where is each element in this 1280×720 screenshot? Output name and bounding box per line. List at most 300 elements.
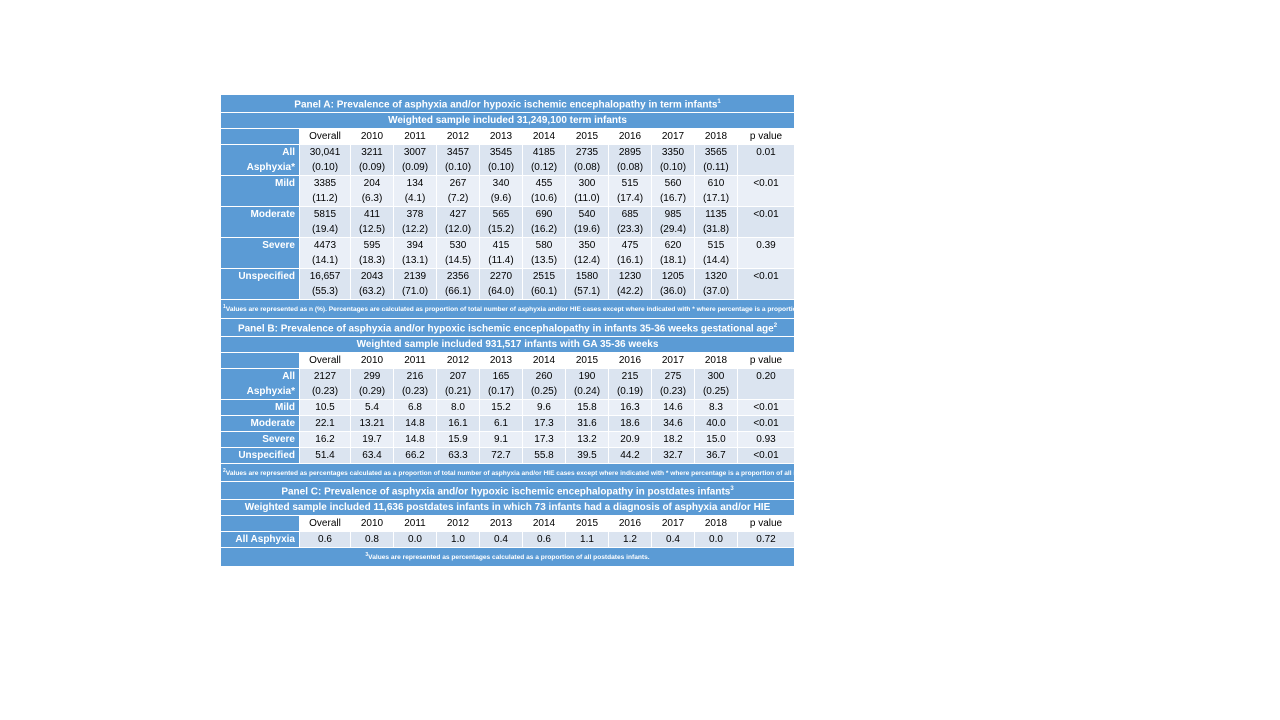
row-label-text: All (282, 147, 295, 159)
row-label-text: All (282, 370, 295, 382)
table-cell (300, 368, 351, 399)
cell-value: 5815 (313, 209, 337, 221)
row-label-text: Unspecified (238, 271, 295, 283)
cell-value: 16.1 (448, 417, 468, 429)
column-header: Overall (300, 129, 351, 145)
cell-value: 3385 (313, 178, 337, 190)
cell-percent: (0.29) (358, 385, 386, 397)
cell-value: 560 (664, 178, 682, 190)
cell-value: 427 (449, 209, 467, 221)
cell-value: 610 (707, 178, 725, 190)
table-cell (300, 238, 351, 269)
cell-value: 16.2 (315, 433, 335, 445)
table-cell (394, 532, 437, 548)
cell-percent: (13.5) (530, 255, 558, 267)
table-cell (695, 431, 738, 447)
column-header: 2013 (480, 352, 523, 368)
cell-value: 14.8 (405, 433, 425, 445)
table-cell (652, 447, 695, 463)
table-cell (609, 399, 652, 415)
cell-value: 34.6 (663, 417, 683, 429)
cell-value: 15.0 (706, 433, 726, 445)
cell-value: 9.1 (494, 433, 508, 445)
cell-percent: (0.09) (358, 162, 386, 174)
cell-value: 2356 (446, 271, 470, 283)
column-header: 2015 (566, 352, 609, 368)
cell-value: <0.01 (753, 449, 779, 461)
table-cell (566, 431, 609, 447)
table-cell (351, 431, 394, 447)
cell-percent: (11.2) (312, 193, 338, 205)
cell-value: 16,657 (309, 271, 341, 283)
cell-percent: (16.1) (616, 255, 644, 267)
table-cell (394, 447, 437, 463)
table-cell (738, 532, 795, 548)
table-cell (523, 399, 566, 415)
table-cell (738, 399, 795, 415)
cell-percent: (15.2) (487, 224, 515, 236)
table-cell (738, 431, 795, 447)
panel-title-footnote-mark: 1 (717, 99, 721, 105)
table-cell (609, 269, 652, 300)
row-label-text: Severe (262, 433, 295, 445)
panel-c-title (221, 482, 795, 500)
cell-value: 31.6 (577, 417, 597, 429)
cell-value: 3565 (704, 147, 728, 159)
table-cell (351, 269, 394, 300)
row-label (221, 431, 300, 447)
row-label (221, 145, 300, 176)
table-cell (566, 415, 609, 431)
cell-value: 55.8 (534, 449, 554, 461)
panel-c-sample-row (221, 500, 795, 516)
cell-value: 134 (406, 178, 424, 190)
table-cell (652, 532, 695, 548)
cell-percent: (12.0) (444, 224, 472, 236)
cell-value: 2139 (403, 271, 427, 283)
cell-value: 6.1 (494, 417, 508, 429)
row-label (221, 238, 300, 269)
column-header-row (221, 352, 795, 368)
footnote-text: Values are represented as percentages calculated as a proportion of total number of asphyxia and/or HIE cases except where indicated with * where percentage is a proportion of all infants with GA 35-36. (225, 470, 863, 478)
table-row (221, 145, 795, 176)
cell-percent: (64.0) (487, 286, 515, 298)
footnote-row (221, 300, 795, 318)
cell-value: 475 (621, 240, 639, 252)
table-cell (480, 431, 523, 447)
table-cell (609, 415, 652, 431)
table-cell (480, 447, 523, 463)
panel-b-title (221, 318, 795, 336)
cell-value: 18.2 (663, 433, 683, 445)
cell-value: 51.4 (315, 449, 335, 461)
cell-value: 63.4 (362, 449, 382, 461)
table-cell (609, 145, 652, 176)
table-cell (652, 145, 695, 176)
table-cell (300, 399, 351, 415)
table-cell (437, 176, 480, 207)
column-header: 2018 (695, 352, 738, 368)
cell-value: 1320 (704, 271, 728, 283)
table-row (221, 176, 795, 207)
column-header: 2017 (652, 352, 695, 368)
cell-percent: (0.09) (401, 162, 429, 174)
cell-percent: (71.0) (401, 286, 429, 298)
table-cell (300, 447, 351, 463)
cell-value: 0.0 (408, 534, 422, 546)
table-cell (695, 368, 738, 399)
cell-percent: (19.6) (573, 224, 601, 236)
cell-value: 20.9 (620, 433, 640, 445)
table-cell (394, 207, 437, 238)
column-header: 2017 (652, 516, 695, 532)
cell-percent: (10.6) (530, 193, 558, 205)
table-cell (437, 415, 480, 431)
column-header: 2014 (523, 129, 566, 145)
cell-value: 300 (707, 370, 725, 382)
cell-percent: (0.19) (616, 385, 644, 397)
column-header: 2016 (609, 516, 652, 532)
table-cell (609, 431, 652, 447)
cell-percent: (0.10) (311, 162, 339, 174)
cell-percent: (18.3) (358, 255, 386, 267)
table-cell (437, 399, 480, 415)
column-header: 2016 (609, 129, 652, 145)
cell-value: 190 (578, 370, 596, 382)
cell-percent: (63.2) (358, 286, 386, 298)
table-cell (652, 415, 695, 431)
column-header: 2014 (523, 352, 566, 368)
cell-percent: (0.08) (616, 162, 644, 174)
table-cell (437, 368, 480, 399)
table-cell (738, 415, 795, 431)
cell-value: 72.7 (491, 449, 511, 461)
cell-value: <0.01 (753, 401, 779, 413)
cell-value: 17.3 (534, 417, 554, 429)
cell-value: 1205 (661, 271, 685, 283)
table-cell (300, 145, 351, 176)
cell-value: 1.0 (451, 534, 465, 546)
table-cell (437, 431, 480, 447)
table-cell (566, 145, 609, 176)
cell-value: 6.8 (408, 401, 422, 413)
column-header: p value (738, 516, 795, 532)
column-header: 2010 (351, 352, 394, 368)
table-cell (523, 532, 566, 548)
panel-b-title-row (221, 318, 795, 336)
cell-value: 215 (621, 370, 639, 382)
cell-value: <0.01 (753, 417, 779, 429)
cell-percent: (0.10) (659, 162, 687, 174)
cell-value: 0.6 (537, 534, 551, 546)
cell-value: 18.6 (620, 417, 640, 429)
cell-value: <0.01 (753, 178, 779, 190)
cell-percent: (0.10) (487, 162, 515, 174)
footnote-mark: 3 (365, 552, 369, 559)
table-cell (652, 176, 695, 207)
table-cell (480, 269, 523, 300)
cell-value: 204 (363, 178, 381, 190)
cell-value: 14.8 (405, 417, 425, 429)
cell-percent: (0.25) (530, 385, 558, 397)
table-cell (394, 269, 437, 300)
cell-percent: (0.08) (573, 162, 601, 174)
cell-percent: (0.10) (444, 162, 472, 174)
table-cell (652, 431, 695, 447)
cell-percent: (0.24) (573, 385, 601, 397)
table-cell (652, 207, 695, 238)
table-cell (652, 368, 695, 399)
cell-percent: (0.25) (702, 385, 730, 397)
cell-value: 22.1 (315, 417, 335, 429)
table-cell (437, 238, 480, 269)
footnote-mark: 1 (223, 304, 226, 311)
cell-value: 3350 (661, 147, 685, 159)
table-cell (300, 176, 351, 207)
cell-value: 350 (578, 240, 596, 252)
cell-percent: (36.0) (659, 286, 687, 298)
row-label-text: Moderate (250, 209, 295, 221)
table-cell (738, 238, 795, 269)
column-header: 2015 (566, 129, 609, 145)
cell-percent: (11.0) (574, 193, 600, 205)
table-cell (566, 238, 609, 269)
cell-percent: (16.7) (659, 193, 687, 205)
table-cell (695, 399, 738, 415)
table-cell (566, 399, 609, 415)
cell-value: 165 (492, 370, 510, 382)
column-header: 2017 (652, 129, 695, 145)
cell-value: 0.72 (756, 534, 776, 546)
row-label (221, 176, 300, 207)
cell-value: 207 (449, 370, 467, 382)
panel-title-footnote-mark: 3 (730, 486, 734, 493)
cell-value: 685 (621, 209, 639, 221)
panel-title-text: Panel B: Prevalence of asphyxia and/or hypoxic ischemic encephalopathy in infants 35-36 weeks gestational age (237, 322, 774, 334)
cell-value: 14.6 (663, 401, 683, 413)
cell-value: 17.3 (534, 433, 554, 445)
table-cell (652, 238, 695, 269)
table-cell (652, 269, 695, 300)
panel-sample-text: Weighted sample included 31,249,100 term infants (221, 113, 795, 129)
cell-percent: (14.4) (702, 255, 730, 267)
table-row (221, 368, 795, 399)
table-cell (480, 145, 523, 176)
table-cell (609, 447, 652, 463)
header-blank-cell (221, 352, 300, 368)
table-cell (523, 447, 566, 463)
cell-value: 415 (492, 240, 510, 252)
cell-value: 2735 (575, 147, 599, 159)
column-header-row (221, 516, 795, 532)
table-cell (351, 238, 394, 269)
footnote-mark: 2 (223, 467, 226, 474)
row-label (221, 399, 300, 415)
table-cell (523, 176, 566, 207)
cell-percent: (0.21) (444, 385, 472, 397)
row-label-text: Mild (275, 178, 295, 190)
table-cell (695, 176, 738, 207)
cell-value: 580 (535, 240, 553, 252)
table-cell (566, 532, 609, 548)
column-header: 2012 (437, 129, 480, 145)
footnote-row (221, 548, 795, 566)
cell-value: <0.01 (753, 209, 779, 221)
table-cell (695, 269, 738, 300)
cell-value: 2270 (489, 271, 513, 283)
column-header: 2018 (695, 516, 738, 532)
cell-value: 40.0 (706, 417, 726, 429)
table-cell (437, 207, 480, 238)
cell-value: 540 (578, 209, 596, 221)
table-cell (652, 399, 695, 415)
footnote (221, 300, 860, 318)
cell-value: 1.2 (623, 534, 637, 546)
cell-value: 15.8 (577, 401, 597, 413)
row-label (221, 447, 300, 463)
cell-value: 0.01 (756, 147, 776, 159)
table-cell (480, 238, 523, 269)
cell-percent: (57.1) (573, 286, 601, 298)
cell-value: 2515 (532, 271, 556, 283)
cell-value: 63.3 (448, 449, 468, 461)
cell-value: 620 (664, 240, 682, 252)
column-header: 2018 (695, 129, 738, 145)
cell-value: 15.2 (491, 401, 511, 413)
cell-percent: (16.2) (530, 224, 558, 236)
cell-percent: (6.3) (361, 193, 383, 205)
cell-value: 1580 (575, 271, 599, 283)
table-cell (695, 532, 738, 548)
table-cell (523, 145, 566, 176)
table-cell (523, 269, 566, 300)
table-cell (695, 238, 738, 269)
cell-value: <0.01 (753, 271, 779, 283)
table-cell (351, 207, 394, 238)
row-label-text: Mild (275, 401, 295, 413)
cell-percent: (14.1) (311, 255, 339, 267)
cell-value: 4473 (313, 240, 337, 252)
cell-value: 340 (492, 178, 510, 190)
table-cell (523, 238, 566, 269)
cell-value: 66.2 (405, 449, 425, 461)
prevalence-table (220, 94, 863, 567)
row-label (221, 368, 300, 399)
cell-percent: (23.3) (616, 224, 644, 236)
table-cell (523, 415, 566, 431)
cell-value: 378 (406, 209, 424, 221)
table-cell (351, 415, 394, 431)
cell-value: 565 (492, 209, 510, 221)
row-label (221, 269, 300, 300)
table-cell (738, 269, 795, 300)
row-label (221, 415, 300, 431)
panel-title-text: Panel C: Prevalence of asphyxia and/or hypoxic ischemic encephalopathy in postdates infants (281, 486, 731, 498)
table-cell (738, 176, 795, 207)
row-label-text: Unspecified (238, 449, 295, 461)
cell-percent: (0.23) (401, 385, 429, 397)
cell-percent: (42.2) (616, 286, 644, 298)
column-header: 2014 (523, 516, 566, 532)
column-header: p value (738, 352, 795, 368)
column-header: 2012 (437, 516, 480, 532)
column-header: 2013 (480, 129, 523, 145)
row-label (221, 207, 300, 238)
table-cell (738, 207, 795, 238)
cell-value: 3545 (489, 147, 513, 159)
table-cell (695, 207, 738, 238)
cell-value: 2127 (313, 370, 337, 382)
cell-percent: (0.23) (659, 385, 687, 397)
cell-percent: (11.4) (488, 255, 514, 267)
cell-value: 2895 (618, 147, 642, 159)
table-cell (695, 145, 738, 176)
cell-value: 394 (406, 240, 424, 252)
cell-value: 0.4 (494, 534, 508, 546)
cell-value: 3457 (446, 147, 470, 159)
column-header: 2010 (351, 516, 394, 532)
panel-sample-text: Weighted sample included 11,636 postdates infants in which 73 infants had a diagnosis of asphyxia and/or HIE (221, 500, 795, 516)
header-blank-cell (221, 129, 300, 145)
row-label-text-line2: Asphyxia* (246, 385, 295, 397)
table-row (221, 431, 795, 447)
column-header: p value (738, 129, 795, 145)
cell-value: 455 (535, 178, 553, 190)
cell-value: 300 (578, 178, 596, 190)
table-cell (523, 207, 566, 238)
cell-value: 1230 (618, 271, 642, 283)
row-label-text-line2: Asphyxia* (246, 162, 295, 174)
cell-percent: (55.3) (311, 286, 339, 298)
footnote-text: Values are represented as n (%). Percentages are calculated as proportion of total number of asphyxia and/or HIE cases except where indicated with * where percentage is a proportion of all term infants. (225, 306, 860, 314)
table-cell (300, 532, 351, 548)
cell-value: 0.6 (318, 534, 332, 546)
panel-a-title-row (221, 95, 795, 113)
column-header: 2011 (394, 129, 437, 145)
footnote (221, 463, 863, 481)
cell-value: 16.3 (620, 401, 640, 413)
cell-value: 36.7 (706, 449, 726, 461)
cell-percent: (19.4) (311, 224, 339, 236)
cell-value: 2043 (360, 271, 384, 283)
table-cell (609, 207, 652, 238)
table-cell (351, 368, 394, 399)
table-cell (480, 399, 523, 415)
table-cell (394, 415, 437, 431)
cell-percent: (9.6) (490, 193, 512, 205)
cell-percent: (18.1) (659, 255, 687, 267)
table-cell (437, 269, 480, 300)
table-row (221, 238, 795, 269)
table-cell (300, 415, 351, 431)
table-cell (437, 145, 480, 176)
cell-value: 267 (449, 178, 467, 190)
cell-percent: (4.1) (404, 193, 426, 205)
table-cell (437, 447, 480, 463)
table-cell (695, 447, 738, 463)
table-cell (566, 368, 609, 399)
footnote-text: Values are represented as percentages calculated as a proportion of all postdates infants. (368, 554, 650, 562)
column-header: 2011 (394, 352, 437, 368)
table-cell (300, 269, 351, 300)
table-cell (300, 207, 351, 238)
panel-b-sample-row (221, 336, 795, 352)
cell-value: 299 (363, 370, 381, 382)
column-header-row (221, 129, 795, 145)
panel-a-sample-row (221, 113, 795, 129)
cell-value: 595 (363, 240, 381, 252)
column-header: Overall (300, 352, 351, 368)
